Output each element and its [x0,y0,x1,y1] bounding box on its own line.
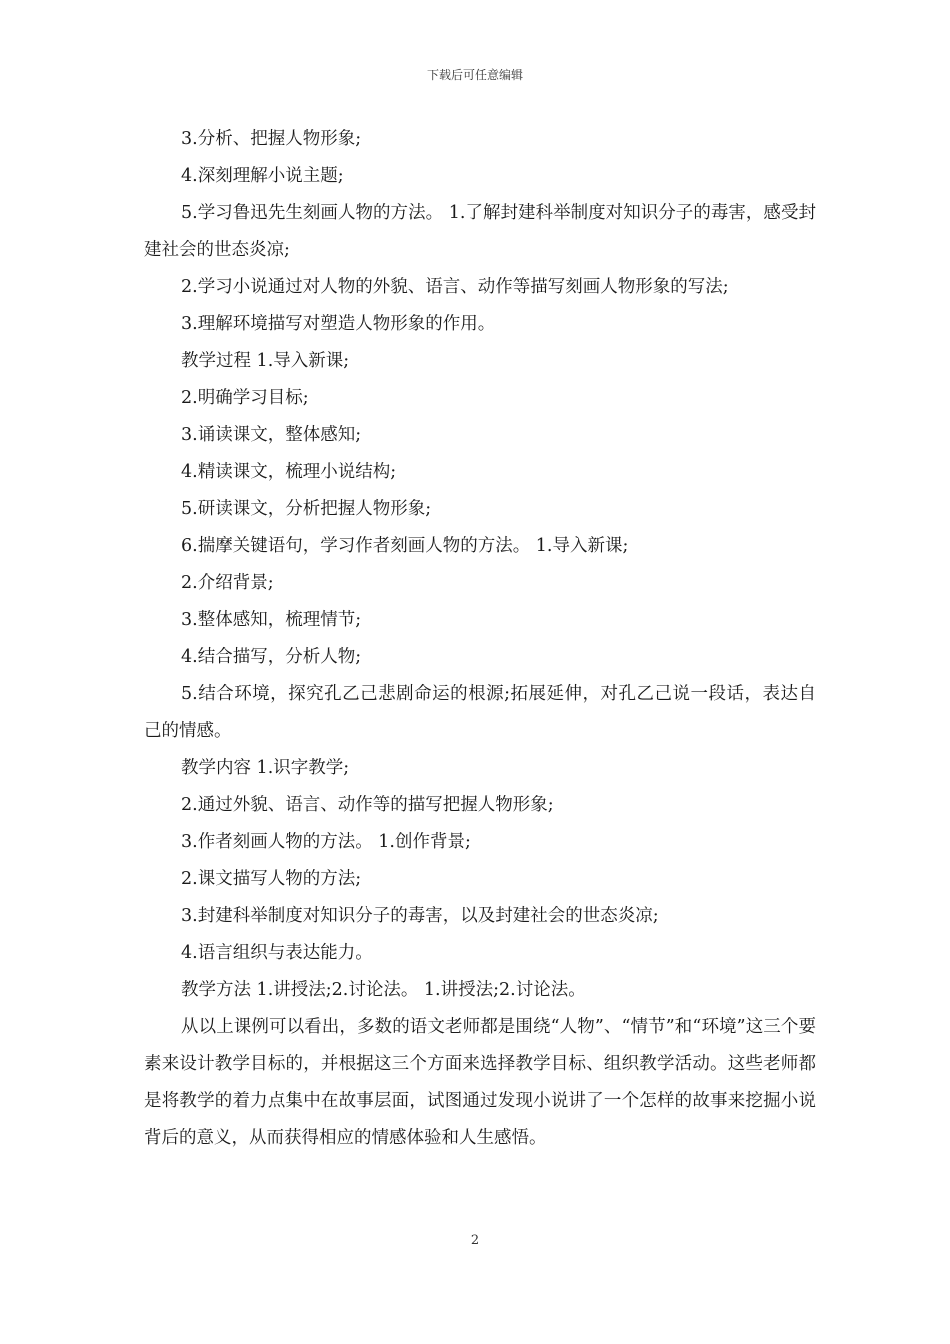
paragraph: 5.学习鲁迅先生刻画人物的方法。 1.了解封建科举制度对知识分子的毒害，感受封建社会的世态炎凉; [144,203,816,260]
paragraph: 从以上课例可以看出，多数的语文老师都是围绕“人物”、“情节”和“环境”这三个要素来设计教学目标的，并根据这三个方面来选择教学目标、组织教学活动。这些老师都是将教学的着力点集中在故事层面，试图通过发现小说讲了一个怎样的故事来挖掘小说背后的意义，从而获得相应的情感体验和人生感悟。 [144,1017,816,1148]
paragraph: 教学方法 1.讲授法;2.讨论法。 1.讲授法;2.讨论法。 [181,980,586,1000]
page-header: 下载后可任意编辑 [426,68,523,82]
paragraph: 3.诵读课文，整体感知; [181,425,362,445]
paragraph: 2.介绍背景; [181,573,274,593]
paragraph: 2.明确学习目标; [181,388,309,408]
paragraph: 5.结合环境，探究孔乙己悲剧命运的根源;拓展延伸，对孔乙己说一段话，表达自己的情感。 [144,684,816,741]
paragraph: 教学过程 1.导入新课; [181,351,350,371]
paragraph: 4.精读课文，梳理小说结构; [181,462,397,482]
paragraph: 2.课文描写人物的方法; [181,869,362,889]
paragraph: 2.通过外貌、语言、动作等的描写把握人物形象; [181,795,554,815]
paragraph: 教学内容 1.识字教学; [181,758,350,778]
paragraph: 3.封建科举制度对知识分子的毒害，以及封建社会的世态炎凉; [181,906,659,926]
paragraph: 3.分析、把握人物形象; [181,129,362,149]
paragraph: 4.深刻理解小说主题; [181,166,344,186]
paragraph: 3.作者刻画人物的方法。 1.创作背景; [181,832,471,852]
document-body [144,121,816,1157]
page-number: 2 [470,1233,480,1248]
paragraph: 3.整体感知，梳理情节; [181,610,362,630]
paragraph: 4.结合描写，分析人物; [181,647,362,667]
paragraph: 5.研读课文，分析把握人物形象; [181,499,432,519]
paragraph: 2.学习小说通过对人物的外貌、语言、动作等描写刻画人物形象的写法; [181,277,729,297]
paragraph: 4.语言组织与表达能力。 [181,943,373,963]
paragraph: 6.揣摩关键语句，学习作者刻画人物的方法。 1.导入新课; [181,536,629,556]
paragraph: 3.理解环境描写对塑造人物形象的作用。 [181,314,496,334]
